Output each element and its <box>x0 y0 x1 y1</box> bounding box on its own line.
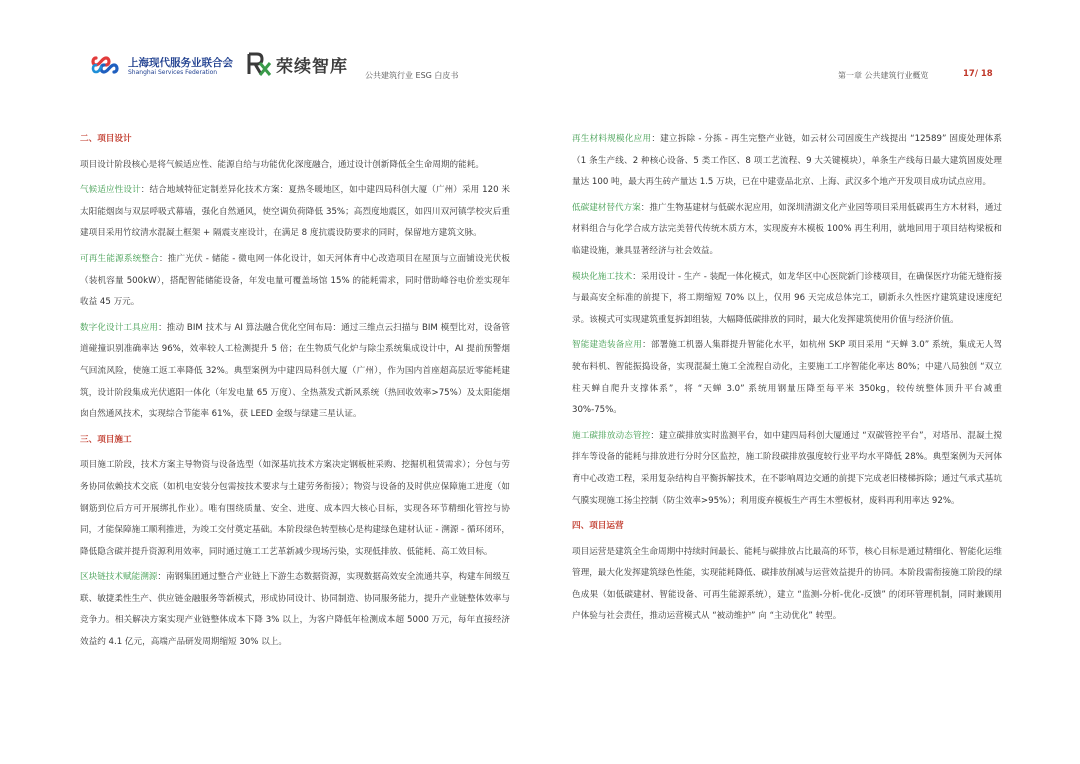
paragraph-text: ：部署施工机器人集群提升智能化水平，如杭州 SKP 项目采用 “天蝉 3.0” 系统，集成无人驾驶布料机、智能振捣设备，实现混凝土施工全流程自动化，主要施工工序智能化率达 80%；中建八局独创 “双立柱天蝉自爬升支撑体系”，将 “天蝉 3.0” 系统用钢量压降至每平米 350kg，较传统整体顶升平台减重 30%-75%。 <box>572 340 1002 416</box>
paragraph-text: ：采用设计 - 生产 - 装配一体化模式，如龙华区中心医院新门诊楼项目，在确保医疗功能无缝衔接与最高安全标准的前提下，将工期缩短 70% 以上，仅用 96 天完成总体完工，刷新永久性医疗建筑建设速度纪录。该模式可实现建筑重复拆卸组装，大幅降低碳排放的同时，最大化发挥建筑使用价值与经济价值。 <box>572 271 1002 325</box>
keyword-label: 再生材料规模化应用 <box>572 134 652 144</box>
paragraph-text: ：建立碳排放实时监测平台，如中建四局科创大厦通过 “双碳管控平台”，对塔吊、混凝土搅拌车等设备的能耗与排放进行分时分区监控，施工阶段碳排放强度较行业平均水平降低 28%。典型案例为天河体育中心改造工程，采用复杂结构自平衡拆解技术，在不影响周边交通的前提下完成老旧楼梯拆除；通过气承式基坑气膜实现施工扬尘控制（防尘效率>95%）；利用废弃模板生产再生木塑板材，废料再利用率达 92%。 <box>572 430 1002 506</box>
keyword-label: 数字化设计工具应用 <box>80 322 159 333</box>
keyword-label: 区块链技术赋能溯源 <box>80 572 158 583</box>
page-header <box>0 0 1080 100</box>
design-intro-paragraph: 项目设计阶段核心是将气候适应性、能源自给与功能优化深度融合，通过设计创新降低全生命周期的能耗。 <box>80 159 484 170</box>
digital-design-paragraph <box>80 318 510 426</box>
section-heading-operation: 四、项目运营 <box>572 521 624 532</box>
paragraph-text: ：推广生物基建材与低碳水泥应用，如深圳清湖文化产业园等项目采用低碳再生方木材料，通过材料组合与化学合成方法完美替代传统木质方木，实现废弃木模板 100% 再生利用，就地回用于项目结构梁板和临建设施，兼具显著经济与社会效益。 <box>572 202 1002 256</box>
operation-paragraph: 项目运营是建筑全生命周期中持续时间最长、能耗与碳排放占比最高的环节，核心目标是通过精细化、智能化运维管理，最大化发挥建筑绿色性能，实现能耗降低、碳排放削减与运营效益提升的协同。本阶段需衔接施工阶段的绿色成果（如低碳建材、智能设备、可再生能源系统），建立 “监测-分析-优化-反馈” 的闭环管理机制，同时兼顾用户体验与社会责任，推动运营模式从 “被动维护” 向 “主动优化” 转型。 <box>572 546 1002 622</box>
recycled-materials-paragraph <box>572 129 1002 194</box>
shanghai-services-federation-logo-icon <box>90 50 120 80</box>
carbon-control-paragraph <box>572 426 1002 512</box>
keyword-label: 低碳建材替代方案 <box>572 202 641 213</box>
keyword-label: 智能建造装备应用 <box>572 340 643 351</box>
modular-construction-paragraph <box>572 267 1002 332</box>
right-column <box>572 129 1002 632</box>
paragraph-text: ：推广光伏 - 储能 - 微电网一体化设计，如天河体育中心改造项目在屋顶与立面铺设光伏板（装机容量 500kW），搭配智能储能设备，年发电量可覆盖场馆 15% 的能耗需求，同时借助峰谷电价差实现年收益 45 万元。 <box>80 253 510 308</box>
paragraph-text: ：推动 BIM 技术与 AI 算法融合优化空间布局：通过三维点云扫描与 BIM 模型比对，设备管道碰撞识别准确率达 96%，效率较人工检测提升 5 倍；在生物质气化炉与除尘系统集成设计中，AI 提前预警烟气回流风险，使施工返工率降低 32%。典型案例为中建四局科创大厦（广州），作为国内首座超高层近零能耗建筑，设计阶段集成光伏遮阳一体化（年发电量 65 万度）、全热蒸发式新风系统（热回收效率>75%）及太阳能烟囱自然通风技术，实现综合节能率 61%，获 LEED 金级与绿建三星认证。 <box>80 322 510 420</box>
document-title: 公共建筑行业 ESG 白皮书 <box>365 71 459 80</box>
blockchain-paragraph <box>80 567 510 653</box>
low-carbon-materials-paragraph <box>572 198 1002 263</box>
section-heading-design: 二、项目设计 <box>80 134 132 144</box>
keyword-label: 模块化施工技术 <box>572 271 633 282</box>
keyword-label: 气候适应性设计 <box>80 185 141 196</box>
left-column <box>80 129 510 658</box>
section-heading-construction: 三、项目施工 <box>80 434 132 445</box>
paragraph-text: ：结合地域特征定制差异化技术方案：夏热冬暖地区，如中建四局科创大厦（广州）采用 120 米太阳能烟囱与双层呼吸式幕墙，强化自然通风，使空调负荷降低 35%；高烈度地震区，如四川双河镇学校灾后重建项目采用竹纹清水混凝土框架 + 隔震支座设计，在满足 8 度抗震设防要求的同时，保留地方建筑文脉。 <box>80 185 510 239</box>
keyword-label: 可再生能源系统整合 <box>80 253 159 264</box>
rongxu-logo-icon <box>246 51 272 77</box>
climate-design-paragraph <box>80 180 510 245</box>
org-name-cn: 上海现代服务业联合会 <box>128 57 233 69</box>
chapter-title: 第一章 公共建筑行业概览 <box>838 71 929 80</box>
paragraph-text: ：南钢集团通过整合产业链上下游生态数据资源，实现数据高效安全流通共享，构建车间级互联、敏捷柔性生产、供应链金融服务等新模式，形成协同设计、协同制造、协同服务能力，提升产业链整体效率与竞争力。相关解决方案实现产业链整体成本下降 3% 以上，为客户降低年检测成本超 5000 万元，每年直接经济效益约 4.1 亿元，高端产品研发周期缩短 30% 以上。 <box>80 572 510 648</box>
org-name-en: Shanghai Services Federation <box>128 69 218 76</box>
paragraph-text: ：建立拆除 - 分拣 - 再生完整产业链，如云材公司固废生产线提出 “12589” 固废处理体系（1 条生产线、2 种核心设备、5 类工作区、8 项工艺流程、9 大关键模块），单条生产线每日最大建筑固废处理量达 100 吨，最大再生砖产量达 1.5 万块，已在中建壹品北京、上海、武汉多个地产开发项目成功试点应用。 <box>572 134 1002 188</box>
keyword-label: 施工碳排放动态管控 <box>572 430 651 441</box>
page-number: 17/ 18 <box>963 69 993 79</box>
construction-intro-paragraph: 项目施工阶段，技术方案主导物资与设备选型（如深基坑技术方案决定钢板桩采购、挖掘机租赁需求）；分包与劳务协同依赖技术交底（如机电安装分包需按技术要求与土建劳务衔接）；物资与设备的及时供应保障施工进度（如钢筋到位后方可开展绑扎作业）。唯有围绕质量、安全、进度、成本四大核心目标，实现各环节精细化管控与协同，才能保障施工顺利推进，为竣工交付奠定基础。本阶段绿色转型核心是构建绿色建材认证 - 溯源 - 循环闭环，降低隐含碳并提升资源利用效率，同时通过施工工艺革新减少现场污染，实现低排放、低能耗、高工效目标。 <box>80 460 510 557</box>
brand-name: 荣续智库 <box>276 57 348 77</box>
smart-equipment-paragraph <box>572 335 1002 421</box>
renewable-energy-paragraph <box>80 249 510 314</box>
